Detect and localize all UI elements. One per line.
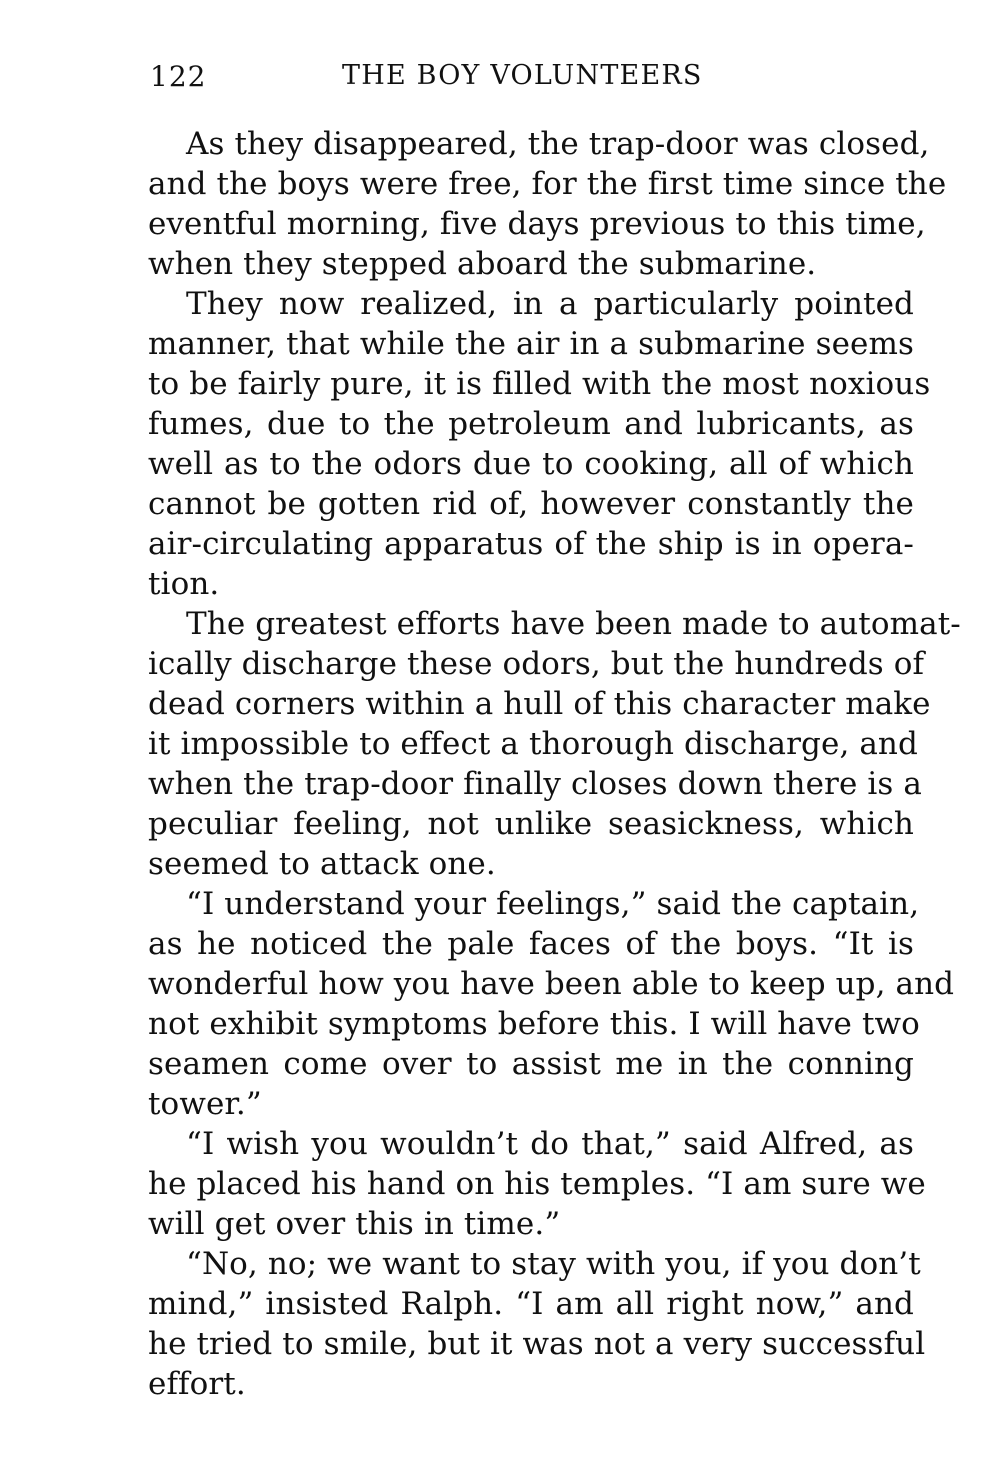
text-line: As they disappeared, the trap-door was closed,: [186, 126, 930, 162]
text-line: manner, that while the air in a submarine seems: [148, 326, 914, 362]
page-header: [150, 60, 910, 100]
text-line: well as to the odors due to cooking, all of which: [148, 446, 914, 482]
text-line: it impossible to effect a thorough discharge, and: [148, 726, 918, 762]
text-line: tion.: [148, 566, 220, 602]
text-line: “No, no; we want to stay with you, if you don’t: [186, 1246, 921, 1282]
paragraph: [148, 1124, 926, 1244]
text-line: “I understand your feelings,” said the captain,: [186, 886, 920, 922]
text-line: They now realized, in a particularly pointed: [186, 286, 914, 322]
text-line: tower.”: [148, 1086, 262, 1122]
paragraph: [148, 124, 947, 284]
paragraph: [148, 1244, 926, 1404]
text-line: ically discharge these odors, but the hundreds of: [148, 646, 925, 682]
text-line: will get over this in time.”: [148, 1206, 561, 1242]
text-line: he placed his hand on his temples. “I am sure we: [148, 1166, 926, 1202]
paragraph: [148, 604, 961, 884]
paragraph: [148, 884, 955, 1124]
running-title: THE BOY VOLUNTEERS: [342, 60, 703, 91]
text-line: seemed to attack one.: [148, 846, 496, 882]
text-line: air-circulating apparatus of the ship is in opera-: [148, 526, 914, 562]
text-line: peculiar feeling, not unlike seasickness, which: [148, 806, 914, 842]
text-line: eventful morning, five days previous to this time,: [148, 206, 926, 242]
text-line: fumes, due to the petroleum and lubricants, as: [148, 406, 914, 442]
text-line: to be fairly pure, it is filled with the most noxious: [148, 366, 931, 402]
paragraph: [148, 284, 931, 604]
page-number: 122: [150, 60, 207, 93]
text-line: effort.: [148, 1366, 246, 1402]
text-line: The greatest efforts have been made to automat-: [186, 606, 961, 642]
text-line: when they stepped aboard the submarine.: [148, 246, 817, 282]
text-line: not exhibit symptoms before this. I will have two: [148, 1006, 920, 1042]
body-text: [148, 124, 961, 1404]
text-line: and the boys were free, for the first time since the: [148, 166, 947, 202]
text-line: cannot be gotten rid of, however constantly the: [148, 486, 914, 522]
text-line: mind,” insisted Ralph. “I am all right now,” and: [148, 1286, 914, 1322]
text-line: wonderful how you have been able to keep up, and: [148, 966, 955, 1002]
text-line: as he noticed the pale faces of the boys. “It is: [148, 926, 914, 962]
text-line: “I wish you wouldn’t do that,” said Alfred, as: [186, 1126, 914, 1162]
text-line: when the trap-door finally closes down there is a: [148, 766, 922, 802]
text-line: seamen come over to assist me in the conning: [148, 1046, 914, 1082]
text-line: dead corners within a hull of this character make: [148, 686, 931, 722]
text-line: he tried to smile, but it was not a very successful: [148, 1326, 926, 1362]
